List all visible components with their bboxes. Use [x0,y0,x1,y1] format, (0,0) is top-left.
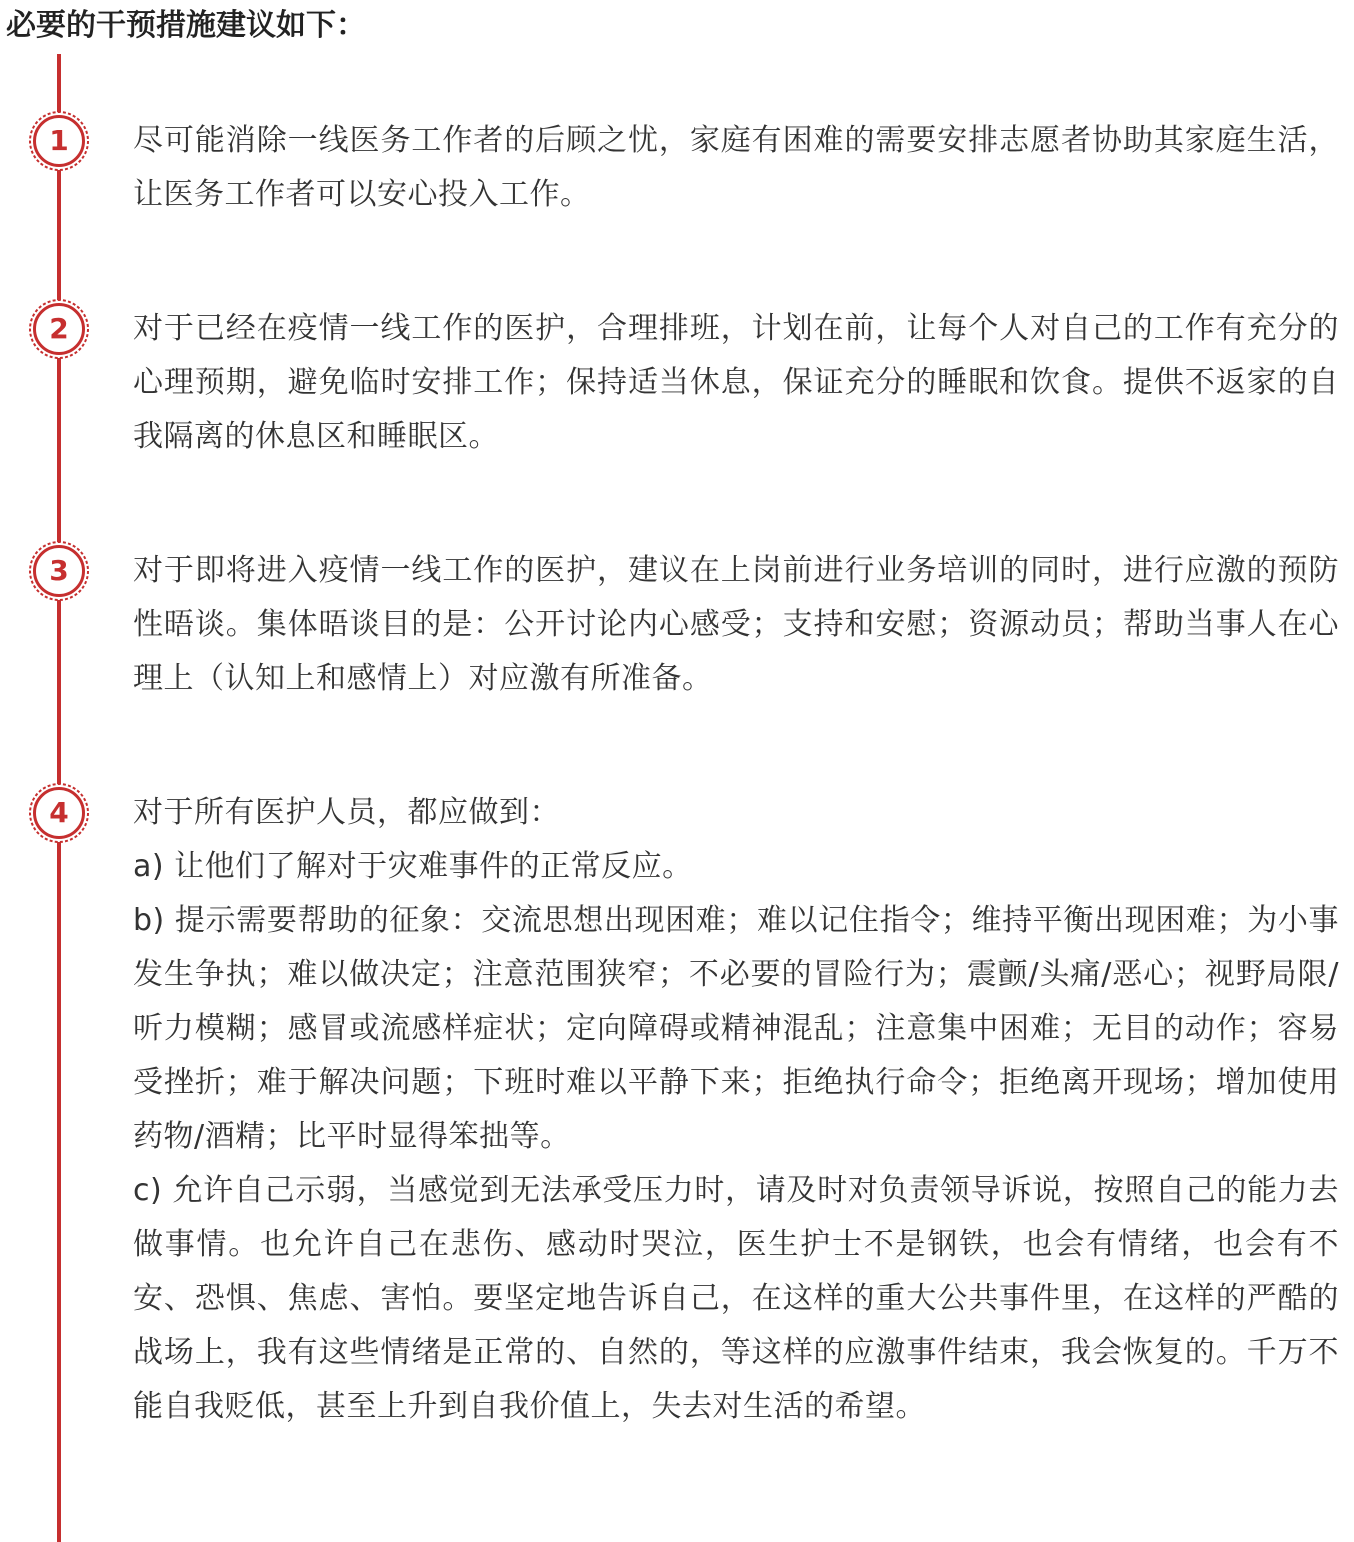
item-point-c: c) 允许自己示弱，当感觉到无法承受压力时，请及时对负责领导诉说，按照自己的能力去做事情。也允许自己在悲伤、感动时哭泣，医生护士不是钢铁，也会有情绪，也会有不安、恐惧、焦虑、害怕。要坚定地告诉自己，在这样的重大公共事件里，在这样的严酷的战场上，我有这些情绪是正常的、自然的，等这样的应激事件结束，我会恢复的。千万不能自我贬低，甚至上升到自我价值上，失去对生活的希望。 [133,1173,1339,1424]
step-number: 3 [49,554,69,587]
step-number: 2 [49,312,69,345]
step-marker-1 [26,108,92,174]
item-text: 对于即将进入疫情一线工作的医护，建议在上岗前进行业务培训的同时，进行应激的预防性晤谈。集体晤谈目的是：公开讨论内心感受；支持和安慰；资源动员；帮助当事人在心理上（认知上和感情上）对应激有所准备。 [133,553,1339,696]
item-intro: 对于所有医护人员，都应做到： [133,795,560,830]
list-item-3 [133,544,1339,706]
step-marker-3 [26,538,92,604]
list-item-2 [133,302,1339,464]
item-text: 对于已经在疫情一线工作的医护，合理排班，计划在前，让每个人对自己的工作有充分的心理预期，避免临时安排工作；保持适当休息，保证充分的睡眠和饮食。提供不返家的自我隔离的休息区和睡眠区。 [133,311,1339,454]
step-marker-2 [26,296,92,362]
item-text: 尽可能消除一线医务工作者的后顾之忧，家庭有困难的需要安排志愿者协助其家庭生活，让医务工作者可以安心投入工作。 [133,123,1339,212]
list-item-1 [133,114,1339,222]
step-number: 1 [49,124,69,157]
list-item-4 [133,786,1339,1434]
item-point-b: b) 提示需要帮助的征象：交流思想出现困难；难以记住指令；维持平衡出现困难；为小事发生争执；难以做决定；注意范围狭窄；不必要的冒险行为；震颤/头痛/恶心；视野局限/听力模糊；感冒或流感样症状；定向障碍或精神混乱；注意集中困难；无目的动作；容易受挫折；难于解决问题；下班时难以平静下来；拒绝执行命令；拒绝离开现场；增加使用药物/酒精；比平时显得笨拙等。 [133,903,1339,1154]
step-marker-4 [26,780,92,846]
item-point-a: a) 让他们了解对于灾难事件的正常反应。 [133,849,693,884]
section-heading: 必要的干预措施建议如下： [6,8,366,43]
step-number: 4 [49,796,69,829]
